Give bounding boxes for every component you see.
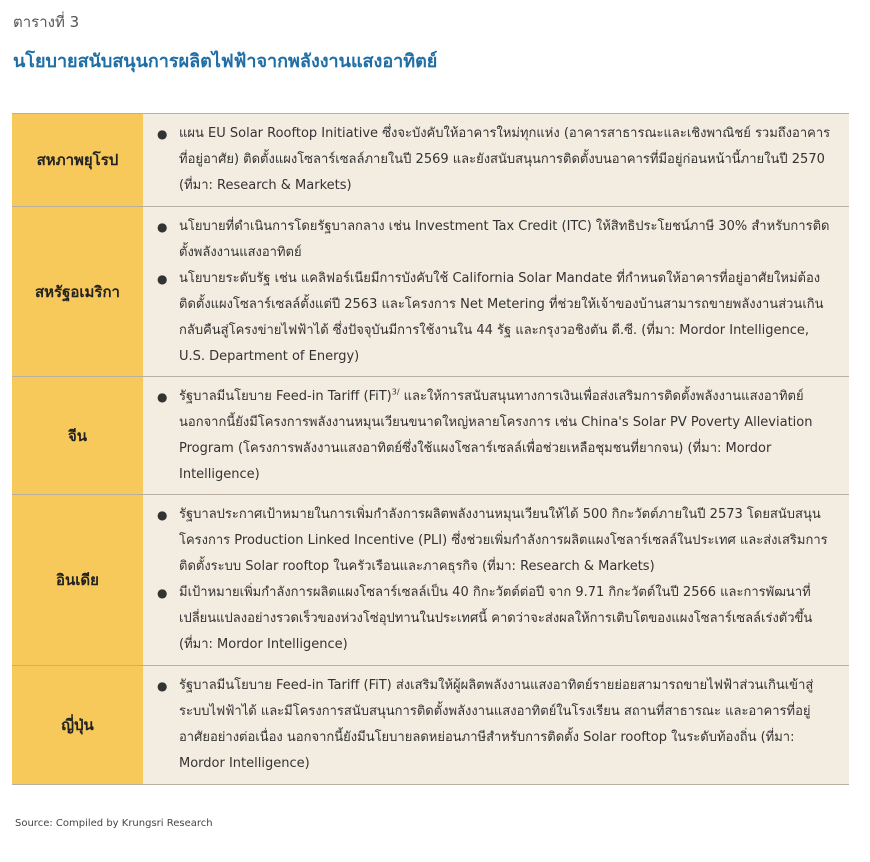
- policy-bullet: [157, 214, 835, 266]
- policy-bullet: [157, 580, 835, 658]
- table-row-india: [12, 495, 849, 666]
- table-row-eu: [12, 114, 849, 207]
- table-number: ตารางที่ 3: [13, 13, 80, 31]
- bullet-icon: ●: [157, 679, 168, 693]
- table-title: นโยบายสนับสนุนการผลิตไฟฟ้าจากพลังงานแสงอาทิตย์: [13, 51, 438, 72]
- bullet-icon: ●: [157, 219, 168, 234]
- country-cell: ญี่ปุ่น: [12, 666, 143, 784]
- policy-bullet: [157, 502, 835, 580]
- bullet-icon: ●: [157, 586, 168, 600]
- bullet-icon: ●: [157, 389, 168, 404]
- policy-cell: [143, 377, 849, 494]
- bullet-icon: ●: [157, 127, 168, 141]
- table-row-japan: [12, 666, 849, 785]
- bullet-text: รัฐบาลประกาศเป้าหมายในการเพิ่มกำลังการผลิตพลังงานหมุนเวียนให้ได้ 500 กิกะวัตต์ภายในปี 2573 โดยสนับสนุนโครงการ Production Linked Incentive (PLI) ซึ่งช่วยเพิ่มกำลังการผลิตแผงโซลาร์เซลล์ในประเทศ และส่งเสริมการติดตั้งระบบ Solar rooftop ในครัวเรือนและภาคธุรกิจ (ที่มา: Research & Markets): [179, 507, 828, 574]
- policy-cell: [143, 207, 849, 376]
- bullet-icon: ●: [157, 271, 168, 286]
- policy-cell: [143, 666, 849, 784]
- bullet-text: รัฐบาลมีนโยบาย Feed-in Tariff (FiT) ส่งเสริมให้ผู้ผลิตพลังงานแสงอาทิตย์รายย่อยสามารถขายไฟฟ้าส่วนเกินเข้าสู่ระบบไฟฟ้าได้ และมีโครงการสนับสนุนการติดตั้งพลังงานแสงอาทิตย์ในโรงเรียน สถานที่สาธารณะ และอาคารที่อยู่อาศัยอย่างต่อเนื่อง นอกจากนี้ยังมีนโยบายลดหย่อนภาษีสำหรับการติดตั้ง Solar rooftop ในระดับท้องถิ่น (ที่มา: Mordor Intelligence): [179, 678, 814, 771]
- source-note: Source: Compiled by Krungsri Research: [15, 818, 213, 829]
- bullet-text-part: รัฐบาลมีนโยบาย Feed-in Tariff (FiT): [179, 388, 392, 404]
- bullet-text: แผน EU Solar Rooftop Initiative ซึ่งจะบังคับให้อาคารใหม่ทุกแห่ง (อาคารสาธารณะและเชิงพาณิชย์ รวมถึงอาคารที่อยู่อาศัย) ติดตั้งแผงโซลาร์เซลล์ภายในปี 2569 และยังสนับสนุนการติดตั้งบนอาคารที่มีอยู่ก่อนหน้านี้ภายในปี 2570 (ที่มา: Research & Markets): [179, 126, 831, 193]
- country-cell: สหภาพยุโรป: [12, 114, 143, 206]
- policy-bullet: [157, 384, 835, 488]
- policy-table: [12, 113, 849, 785]
- policy-bullet: [157, 266, 835, 370]
- bullet-text-part: และให้การสนับสนุนทางการเงินเพื่อส่งเสริมการติดตั้งพลังงานแสงอาทิตย์ นอกจากนี้ยังมีโครงการพลังงานหมุนเวียนขนาดใหญ่หลายโครงการ เช่น China's Solar PV Poverty Alleviation Program (โครงการพลังงานแสงอาทิตย์ซึ่งใช้แผงโซลาร์เซลล์เพื่อช่วยเหลือชุมชนที่ยากจน) (ที่มา: Mordor Intelligence): [179, 388, 813, 482]
- country-cell: อินเดีย: [12, 495, 143, 665]
- table-row-china: [12, 377, 849, 495]
- policy-bullet: [157, 673, 835, 777]
- bullet-text: [179, 384, 835, 488]
- bullet-text: นโยบายที่ดำเนินการโดยรัฐบาลกลาง เช่น Investment Tax Credit (ITC) ให้สิทธิประโยชน์ภาษี 30% สำหรับการติดตั้งพลังงานแสงอาทิตย์: [179, 218, 830, 260]
- policy-cell: [143, 114, 849, 206]
- policy-bullet: [157, 121, 835, 199]
- footnote-marker: 3/: [391, 387, 400, 397]
- policy-cell: [143, 495, 849, 665]
- bullet-text: มีเป้าหมายเพิ่มกำลังการผลิตแผงโซลาร์เซลล์เป็น 40 กิกะวัตต์ต่อปี จาก 9.71 กิกะวัตต์ในปี 2566 และการพัฒนาที่เปลี่ยนแปลงอย่างรวดเร็วของห่วงโซ่อุปทานในประเทศนี้ คาดว่าจะส่งผลให้การเติบโตของแผงโซลาร์เซลล์เร่งตัวขึ้น (ที่มา: Mordor Intelligence): [179, 585, 813, 652]
- country-cell: สหรัฐอเมริกา: [12, 207, 143, 376]
- table-row-usa: [12, 207, 849, 377]
- bullet-text: นโยบายระดับรัฐ เช่น แคลิฟอร์เนียมีการบังคับใช้ California Solar Mandate ที่กำหนดให้อาคารที่อยู่อาศัยใหม่ต้องติดตั้งแผงโซลาร์เซลล์ตั้งแต่ปี 2563 และโครงการ Net Metering ที่ช่วยให้เจ้าของบ้านสามารถขายพลังงานส่วนเกินกลับคืนสู่โครงข่ายไฟฟ้าได้ ซึ่งปัจจุบันมีการใช้งานใน 44 รัฐ และกรุงวอชิงตัน ดี.ซี. (ที่มา: Mordor Intelligence, U.S. Department of Energy): [179, 270, 824, 364]
- bullet-icon: ●: [157, 508, 168, 522]
- country-cell: จีน: [12, 377, 143, 494]
